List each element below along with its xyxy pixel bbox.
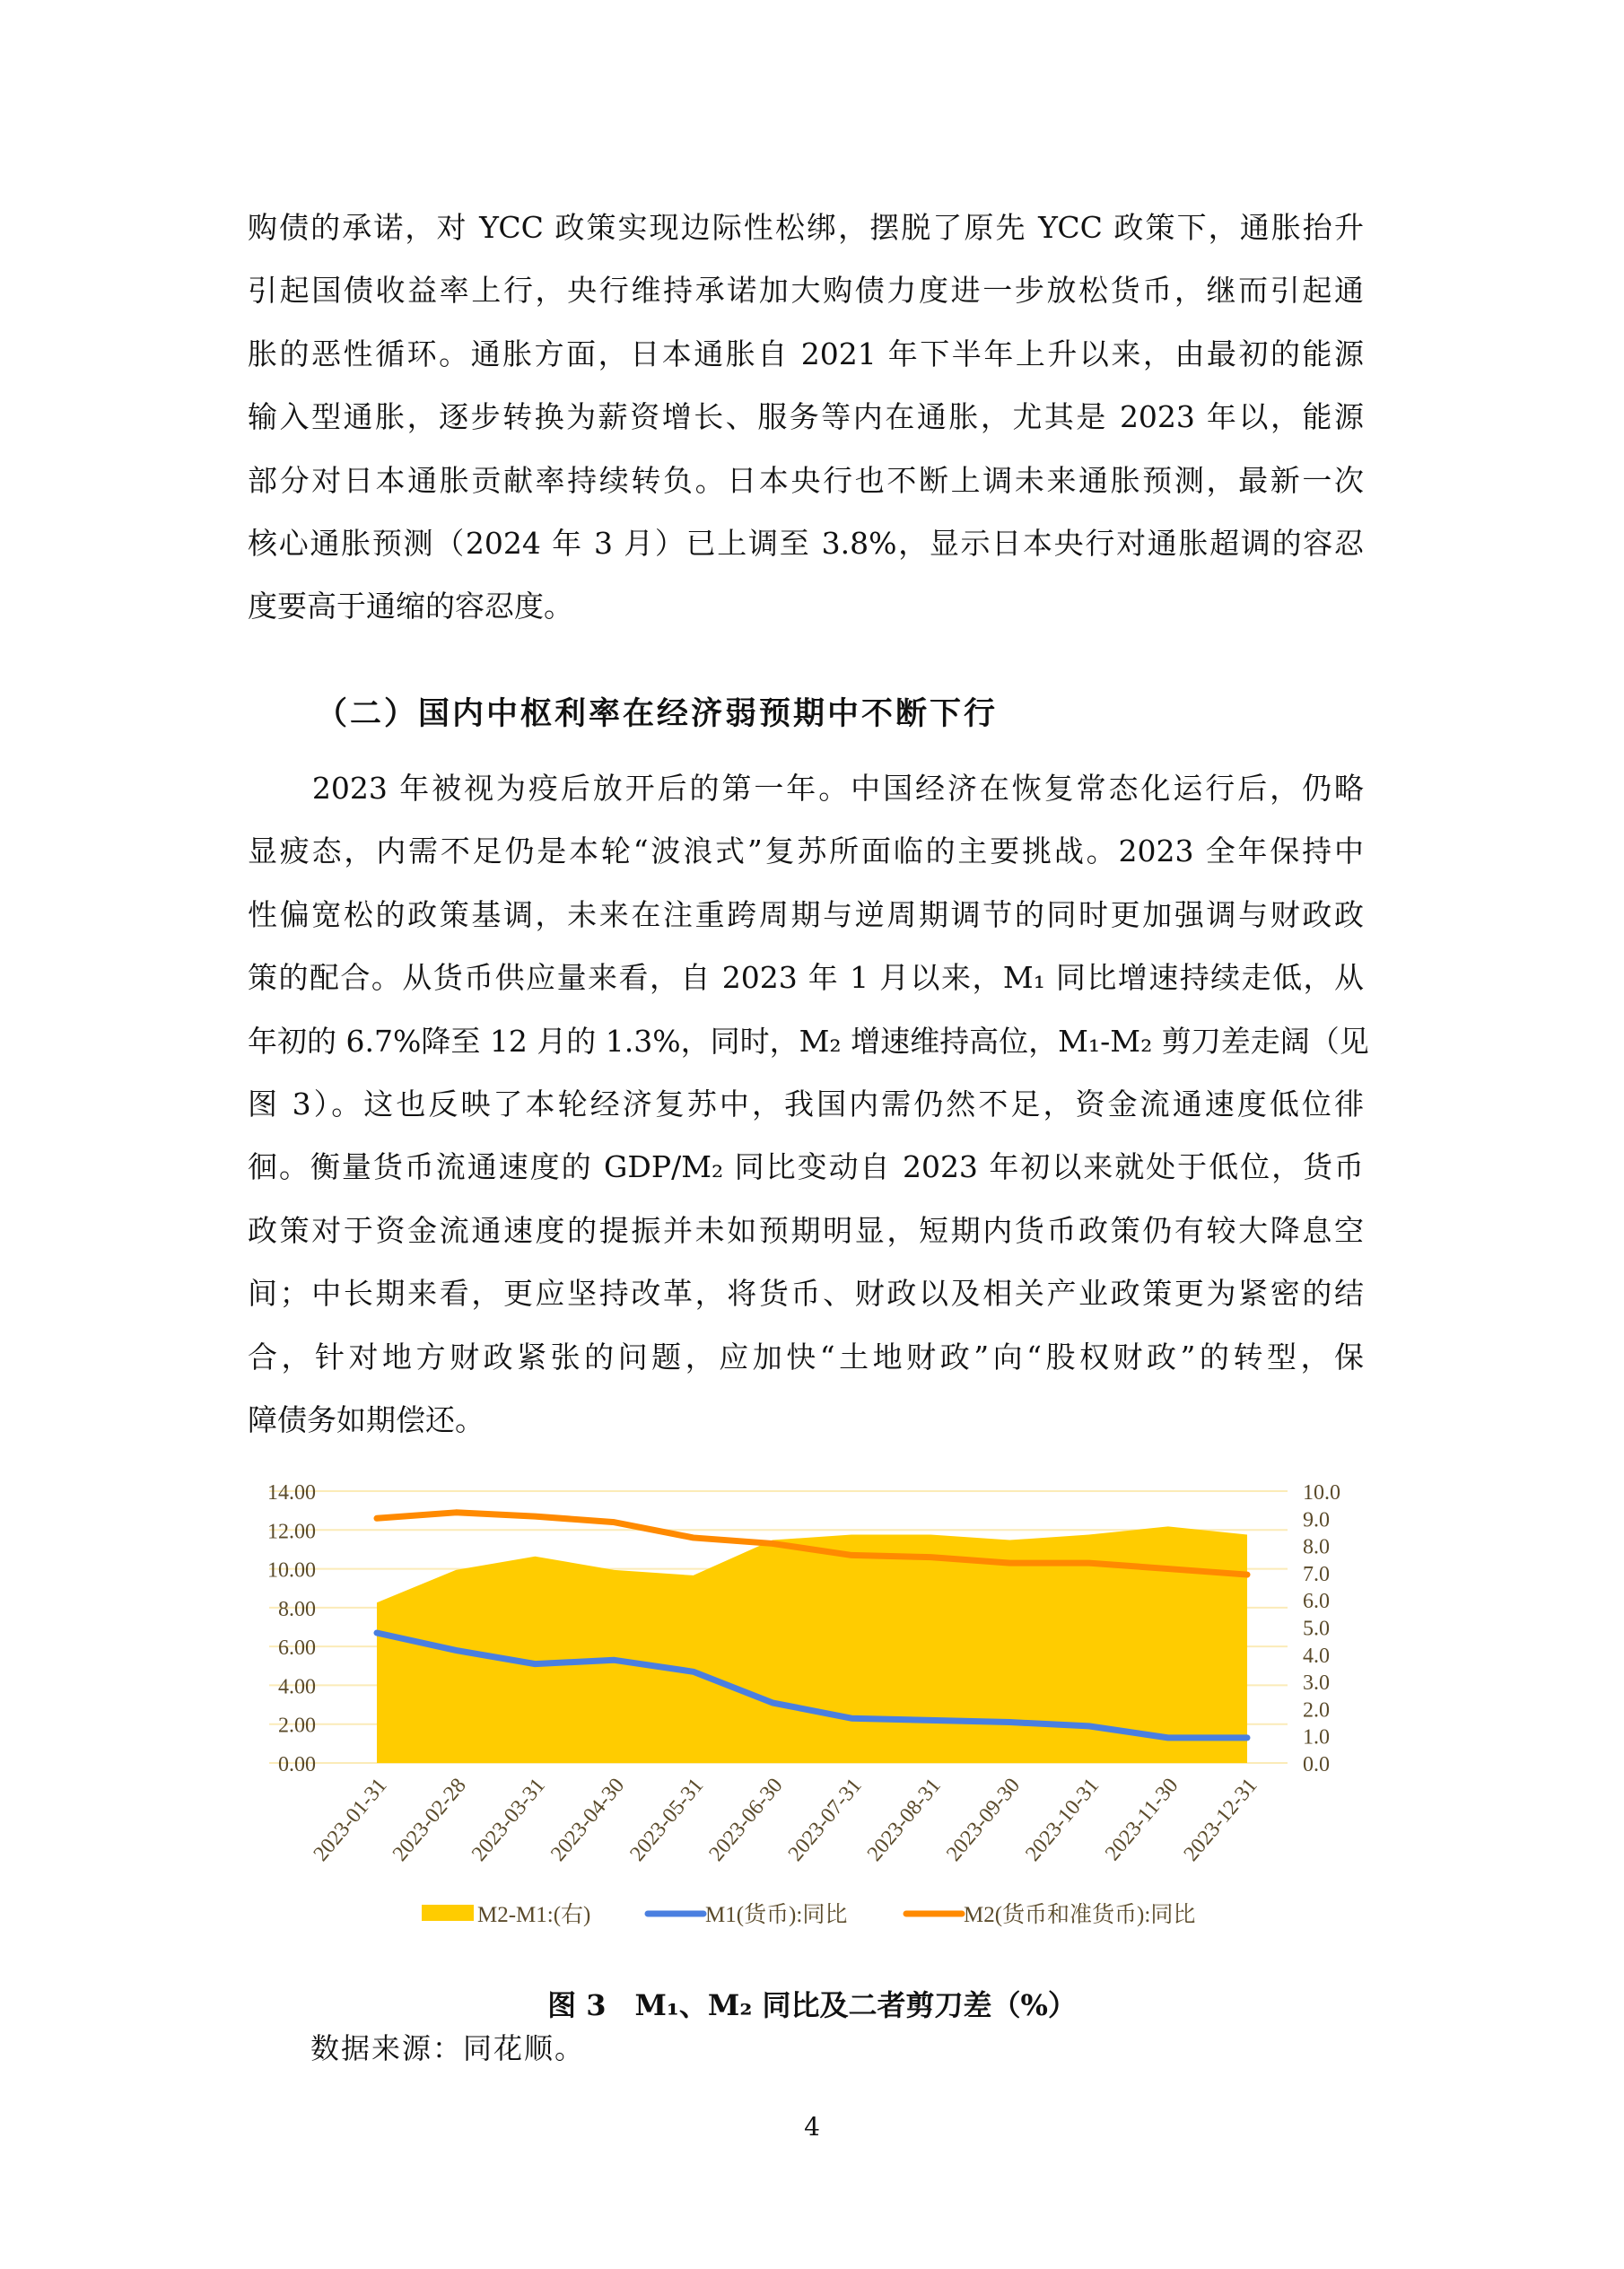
right-axis-tick: 3.0 (1303, 1671, 1330, 1696)
left-axis-tick: 4.00 (278, 1675, 316, 1699)
right-axis-tick: 2.0 (1303, 1698, 1330, 1723)
x-axis-tick: 2023-03-31 (467, 1774, 550, 1866)
figure-caption: 图 3 M₁、M₂ 同比及二者剪刀差（%） (547, 1988, 1077, 2022)
right-axis-tick: 7.0 (1303, 1562, 1330, 1586)
right-axis-tick: 10.0 (1303, 1481, 1340, 1505)
right-axis-tick: 8.0 (1303, 1535, 1330, 1559)
right-axis-tick: 0.0 (1303, 1753, 1330, 1776)
x-axis-tick: 2023-11-30 (1101, 1774, 1183, 1865)
x-axis-tick: 2023-04-30 (546, 1774, 630, 1866)
left-axis-tick: 0.00 (278, 1753, 316, 1776)
text-line: 合，针对地方财政紧张的问题，应加快“土地财政”向“股权财政”的转型，保 (248, 1339, 1364, 1374)
text-line: 2023 年被视为疫后放开后的第一年。中国经济在恢复常态化运行后，仍略 (248, 771, 1364, 806)
text-line: 间；中长期来看，更应坚持改革，将货币、财政以及相关产业政策更为紧密的结 (248, 1276, 1364, 1312)
text-line: 部分对日本通胀贡献率持续转负。日本央行也不断上调未来通胀预测，最新一次 (248, 462, 1364, 498)
text-line: 引起国债收益率上行，央行维持承诺加大购债力度进一步放松货币，继而引起通 (248, 273, 1364, 309)
left-axis-tick: 10.00 (267, 1558, 316, 1583)
right-axis-tick: 4.0 (1303, 1644, 1330, 1668)
legend-label: M2-M1:(右) (477, 1903, 591, 1927)
page-number: 4 (804, 2112, 820, 2142)
section-heading: （二）国内中枢利率在经济弱预期中不断下行 (316, 695, 999, 732)
x-axis-tick: 2023-08-31 (862, 1774, 946, 1866)
x-axis-tick: 2023-02-28 (388, 1774, 471, 1866)
text-line: 购债的承诺，对 YCC 政策实现边际性松绑，摆脱了原先 YCC 政策下，通胀抬升 (248, 210, 1364, 245)
x-axis-tick: 2023-10-31 (1021, 1774, 1104, 1866)
text-line: 显疲态，内需不足仍是本轮“波浪式”复苏所面临的主要挑战。2023 全年保持中 (248, 833, 1364, 869)
text-line: 障债务如期偿还。 (248, 1402, 485, 1437)
data-source: 数据来源：同花顺。 (310, 2031, 586, 2065)
right-axis-tick: 9.0 (1303, 1508, 1330, 1532)
text-line: 核心通胀预测（2024 年 3 月）已上调至 3.8%，显示日本央行对通胀超调的容忍 (248, 526, 1364, 561)
left-axis-tick: 2.00 (278, 1714, 316, 1738)
text-line: 徊。衡量货币流通速度的 GDP/M₂ 同比变动自 2023 年初以来就处于低位，货币 (248, 1149, 1364, 1185)
x-axis-tick: 2023-12-31 (1179, 1774, 1262, 1866)
legend-swatch-area (422, 1905, 474, 1921)
left-axis-tick: 8.00 (278, 1597, 316, 1621)
x-axis-tick: 2023-01-31 (309, 1774, 392, 1866)
text-line: 年初的 6.7%降至 12 月的 1.3%，同时，M₂ 增速维持高位，M₁-M₂ 剪刀差走阔（见 (248, 1023, 1369, 1059)
left-axis-tick: 6.00 (278, 1636, 316, 1661)
legend-label: M2(货币和准货币):同比 (964, 1903, 1196, 1927)
left-axis-tick: 12.00 (267, 1520, 316, 1544)
right-axis-tick: 1.0 (1303, 1725, 1330, 1750)
text-line: 性偏宽松的政策基调，未来在注重跨周期与逆周期调节的同时更加强调与财政政 (248, 896, 1364, 932)
text-line: 政策对于资金流通速度的提振并未如预期明显，短期内货币政策仍有较大降息空 (248, 1212, 1364, 1248)
text-line: 图 3）。这也反映了本轮经济复苏中，我国内需仍然不足，资金流通速度低位徘 (248, 1087, 1364, 1121)
text-line: 输入型通胀，逐步转换为薪资增长、服务等内在通胀，尤其是 2023 年以，能源 (248, 399, 1364, 435)
text-line: 度要高于通缩的容忍度。 (248, 589, 573, 624)
text-line: 胀的恶性循环。通胀方面，日本通胀自 2021 年下半年上升以来，由最初的能源 (248, 336, 1364, 371)
text-line: 策的配合。从货币供应量来看，自 2023 年 1 月以来，M₁ 同比增速持续走低，从 (248, 960, 1364, 996)
x-axis-tick: 2023-09-30 (942, 1774, 1026, 1866)
right-axis-tick: 5.0 (1303, 1617, 1330, 1641)
left-axis-tick: 14.00 (267, 1481, 316, 1505)
x-axis-tick: 2023-06-30 (704, 1774, 788, 1866)
legend-label: M1(货币):同比 (705, 1903, 848, 1927)
x-axis-tick: 2023-07-31 (783, 1774, 867, 1866)
x-axis-tick: 2023-05-31 (625, 1774, 709, 1866)
right-axis-tick: 6.0 (1303, 1590, 1330, 1614)
